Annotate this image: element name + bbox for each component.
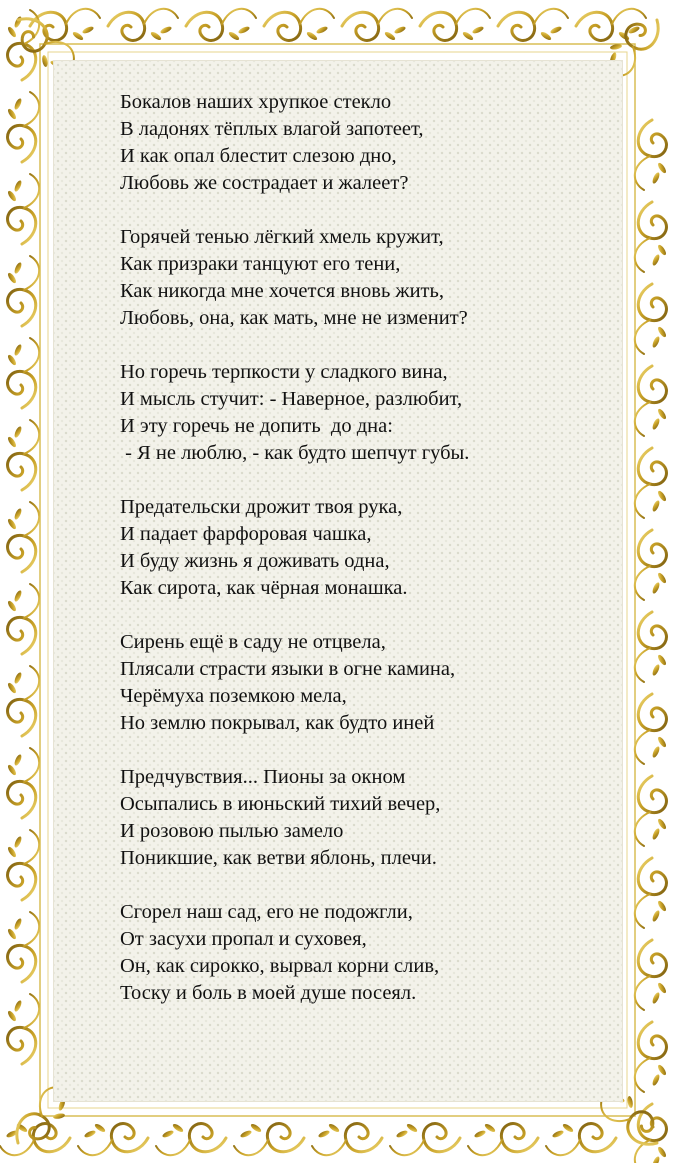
gold-swirl-ornament <box>390 1123 460 1156</box>
gold-swirl-ornament <box>7 92 40 162</box>
poem-line: И розовою пылью замело <box>120 820 344 842</box>
poem-line: - Я не люблю, - как будто шепчут губы. <box>120 442 470 464</box>
poem-stanza <box>120 629 590 737</box>
gold-swirl-ornament <box>7 10 40 80</box>
gold-swirl-ornament <box>0 1123 70 1156</box>
poem-line: Как сирота, как чёрная монашка. <box>120 577 408 599</box>
poem-line: Предчувствия... Пионы за окном <box>120 766 406 788</box>
poem-line: И буду жизнь я доживать одна, <box>120 550 390 572</box>
gold-swirl-ornament <box>7 912 40 982</box>
poem-line: Поникшие, как ветви яблонь, плечи. <box>120 847 437 869</box>
gold-swirl-ornament <box>7 666 40 736</box>
gold-swirl-ornament <box>7 174 40 244</box>
poem-line: От засухи пропал и суховея, <box>120 928 367 950</box>
gold-swirl-ornament <box>635 366 668 436</box>
gold-swirl-ornament <box>635 1022 668 1092</box>
gold-swirl-ornament <box>7 256 40 326</box>
poem-line: Как никогда мне хочется вновь жить, <box>120 280 444 302</box>
gold-swirl-ornament <box>635 940 668 1010</box>
poem-line: Осыпались в июньский тихий вечер, <box>120 793 441 815</box>
gold-swirl-ornament <box>546 1123 616 1156</box>
gold-swirl-ornament <box>264 9 334 42</box>
poem-line: Он, как сирокко, вырвал корни слив, <box>120 955 440 977</box>
gold-swirl-ornament <box>342 9 412 42</box>
poem-line: И эту горечь не допить до дна: <box>120 415 393 437</box>
poem-line: Черёмуха поземкою мела, <box>120 685 347 707</box>
gold-swirl-ornament <box>186 9 256 42</box>
gold-swirl-ornament <box>635 694 668 764</box>
gold-swirl-ornament <box>635 1104 668 1163</box>
poem-stanza <box>120 899 590 1007</box>
poem-line: И как опал блестит слезою дно, <box>120 145 397 167</box>
gold-swirl-ornament <box>108 9 178 42</box>
poem-line: Плясали страсти языки в огне камина, <box>120 658 456 680</box>
gold-swirl-ornament <box>576 9 646 42</box>
gold-swirl-ornament <box>7 748 40 818</box>
gold-swirl-ornament <box>7 338 40 408</box>
gold-swirl-ornament <box>7 830 40 900</box>
poem-line: Но горечь терпкости у сладкого вина, <box>120 361 448 383</box>
poem-line: В ладонях тёплых влагой запотеет, <box>120 118 424 140</box>
gold-swirl-ornament <box>635 284 668 354</box>
gold-swirl-ornament <box>635 120 668 190</box>
poem-line: Любовь же сострадает и жалеет? <box>120 172 409 194</box>
poem-stanza <box>120 89 590 197</box>
gold-swirl-ornament <box>635 202 668 272</box>
gold-swirl-ornament <box>30 9 100 42</box>
poem-line: Сгорел наш сад, его не подожгли, <box>120 901 413 923</box>
poem-line: Предательски дрожит твоя рука, <box>120 496 403 518</box>
poem-line: Но землю покрывал, как будто иней <box>120 712 435 734</box>
gold-swirl-ornament <box>78 1123 148 1156</box>
gold-swirl-ornament <box>635 530 668 600</box>
gold-swirl-ornament <box>498 9 568 42</box>
gold-swirl-ornament <box>635 612 668 682</box>
poem-line: И падает фарфоровая чашка, <box>120 523 372 545</box>
gold-swirl-ornament <box>635 448 668 518</box>
poem-line: И мысль стучит: - Наверное, разлюбит, <box>120 388 463 410</box>
poem-line: Сирень ещё в саду не отцвела, <box>120 631 386 653</box>
poem-stanza <box>120 764 590 872</box>
gold-swirl-ornament <box>312 1123 382 1156</box>
poem-stanza <box>120 494 590 602</box>
poem-line: Горячей тенью лёгкий хмель кружит, <box>120 226 444 248</box>
gold-swirl-ornament <box>7 584 40 654</box>
gold-swirl-ornament <box>7 502 40 572</box>
poem-line: Как призраки танцуют его тени, <box>120 253 401 275</box>
poem-line: Бокалов наших хрупкое стекло <box>120 91 392 113</box>
gold-swirl-ornament <box>635 858 668 928</box>
gold-swirl-ornament <box>156 1123 226 1156</box>
gold-swirl-ornament <box>635 776 668 846</box>
gold-swirl-ornament <box>7 420 40 490</box>
poem-line: Любовь, она, как мать, мне не изменит? <box>120 307 468 329</box>
gold-swirl-ornament <box>234 1123 304 1156</box>
poem-stanza <box>120 224 590 332</box>
poem-text <box>120 89 590 1034</box>
poem-stanza <box>120 359 590 467</box>
gold-swirl-ornament <box>420 9 490 42</box>
gold-swirl-ornament <box>468 1123 538 1156</box>
poem-line: Тоску и боль в моей душе посеял. <box>120 982 417 1004</box>
gold-swirl-ornament <box>7 994 40 1064</box>
